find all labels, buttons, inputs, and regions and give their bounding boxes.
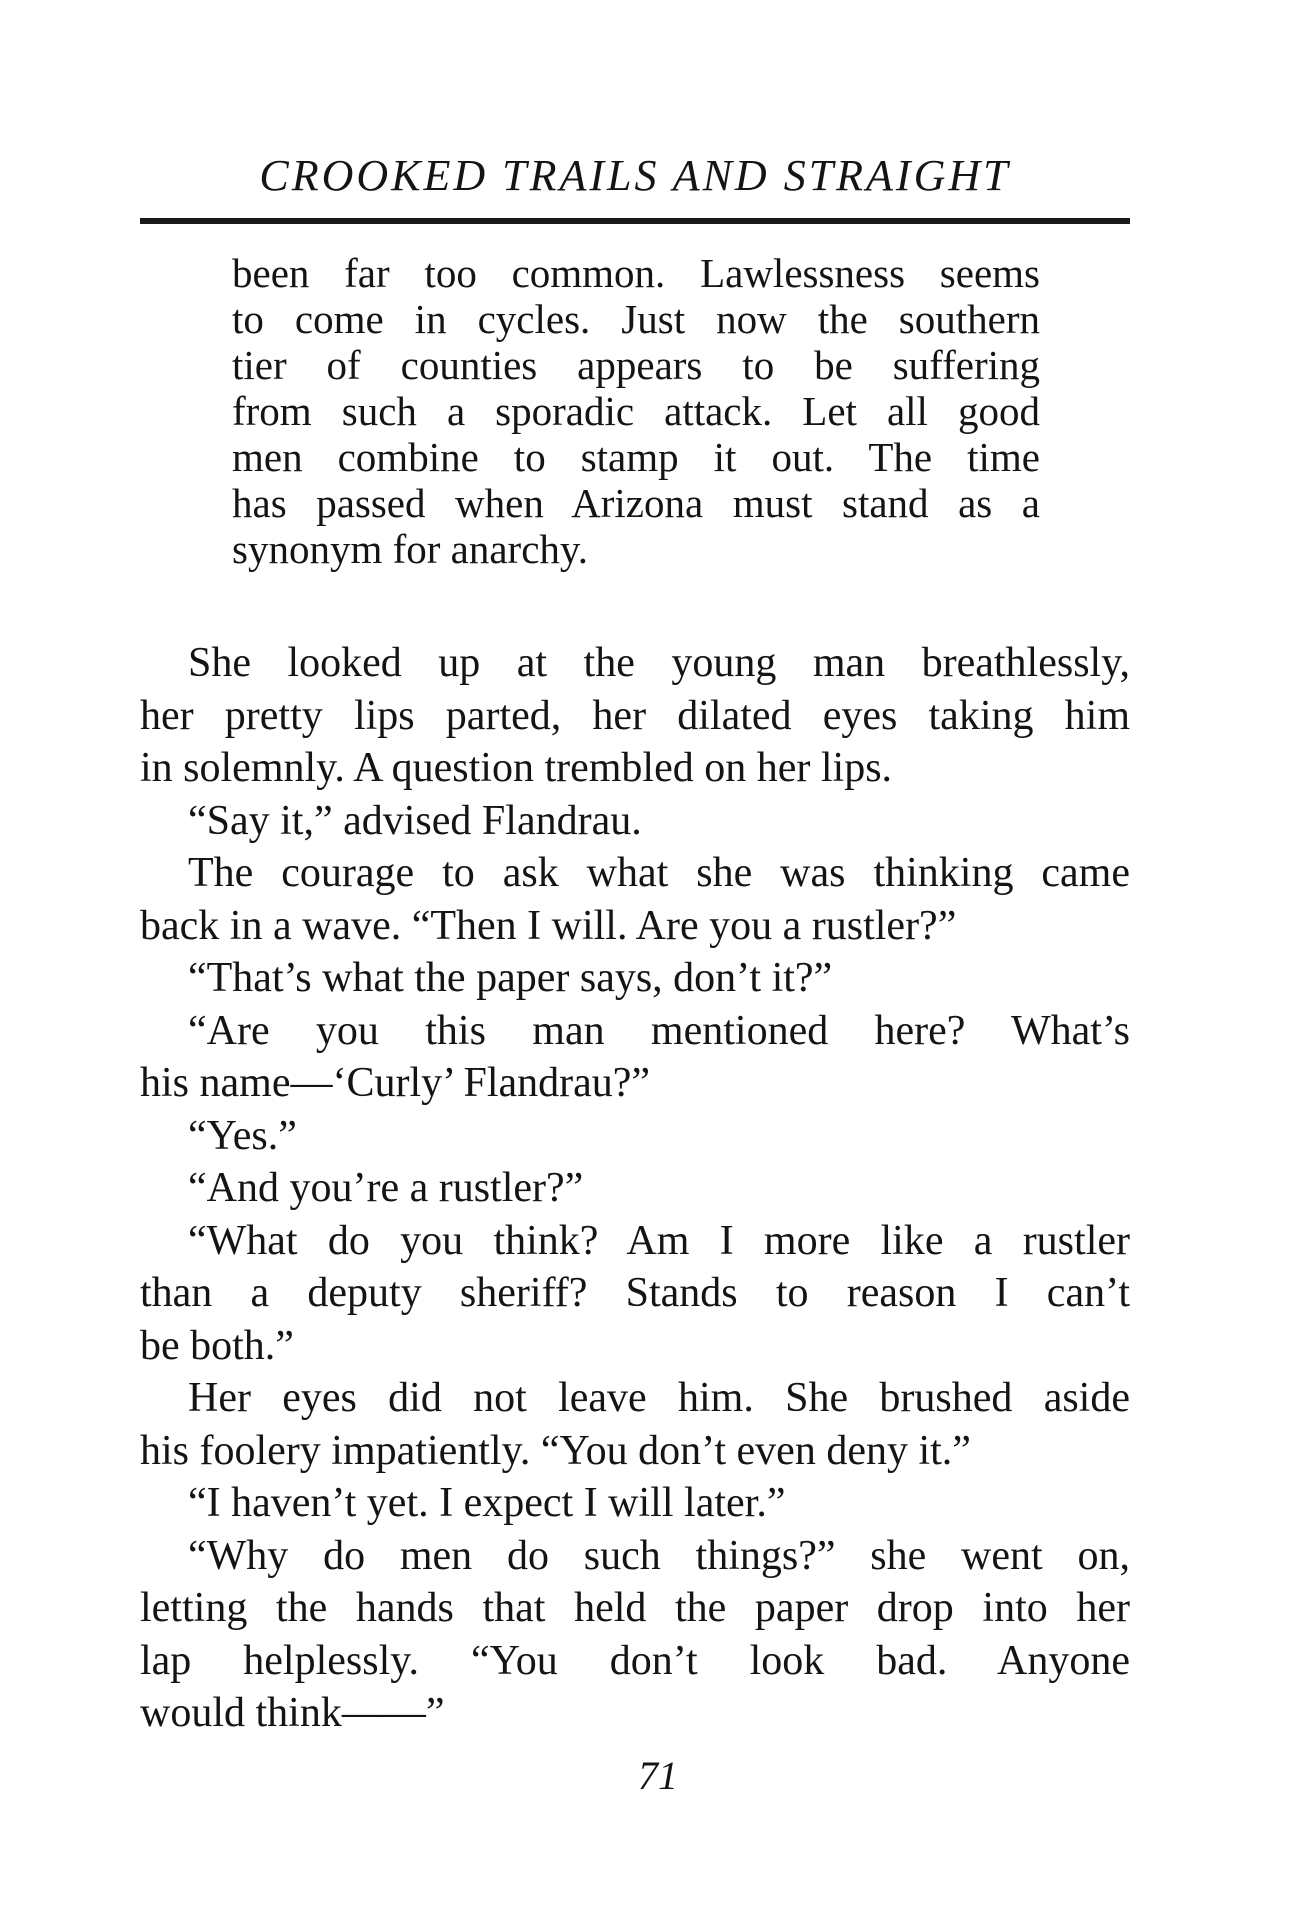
quote-line: has passed when Arizona must stand as a — [232, 480, 1040, 526]
body-line: his name—‘Curly’ Flandrau?” — [140, 1060, 651, 1106]
quote-line: men combine to stamp it out. The time — [232, 434, 1040, 480]
quote-line: tier of counties appears to be suffering — [232, 342, 1040, 388]
body-line: “That’s what the paper says, don’t it?” — [188, 955, 833, 1001]
body-line: would think——” — [140, 1690, 445, 1736]
body-text — [140, 637, 1130, 1740]
header-rule — [140, 218, 1130, 224]
body-line: letting the hands that held the paper drop into her — [140, 1585, 1130, 1631]
body-line: Her eyes did not leave him. She brushed aside — [188, 1375, 1130, 1421]
quote-line: synonym for anarchy. — [232, 526, 588, 572]
body-line: “What do you think? Am I more like a rustler — [188, 1217, 1130, 1264]
body-line: “And you’re a rustler?” — [188, 1165, 584, 1211]
quote-line: to come in cycles. Just now the southern — [232, 296, 1040, 342]
body-line: “I haven’t yet. I expect I will later.” — [188, 1480, 786, 1526]
body-line: “Why do men do such things?” she went on, — [188, 1532, 1130, 1579]
quoted-passage — [232, 250, 1040, 572]
running-head: CROOKED TRAILS AND STRAIGHT — [259, 151, 1011, 200]
body-line: “Say it,” advised Flandrau. — [188, 797, 642, 844]
body-line: in solemnly. A question trembled on her lips. — [140, 745, 893, 791]
quote-line: been far too common. Lawlessness seems — [232, 250, 1040, 296]
body-line: lap helplessly. “You don’t look bad. Anyone — [140, 1637, 1130, 1684]
body-line: than a deputy sheriff? Stands to reason I can’t — [140, 1270, 1130, 1316]
quote-line: from such a sporadic attack. Let all good — [232, 388, 1040, 434]
body-line: “Yes.” — [188, 1112, 297, 1159]
body-line: back in a wave. “Then I will. Are you a rustler?” — [140, 902, 957, 949]
body-line: her pretty lips parted, her dilated eyes taking him — [140, 692, 1130, 739]
body-line: be both.” — [140, 1322, 294, 1369]
body-line: “Are you this man mentioned here? What’s — [188, 1007, 1130, 1054]
page-number: 71 — [638, 1753, 678, 1798]
body-line: The courage to ask what she was thinking came — [188, 850, 1130, 896]
body-line: She looked up at the young man breathlessly, — [188, 640, 1130, 686]
body-line: his foolery impatiently. “You don’t even deny it.” — [140, 1427, 971, 1474]
